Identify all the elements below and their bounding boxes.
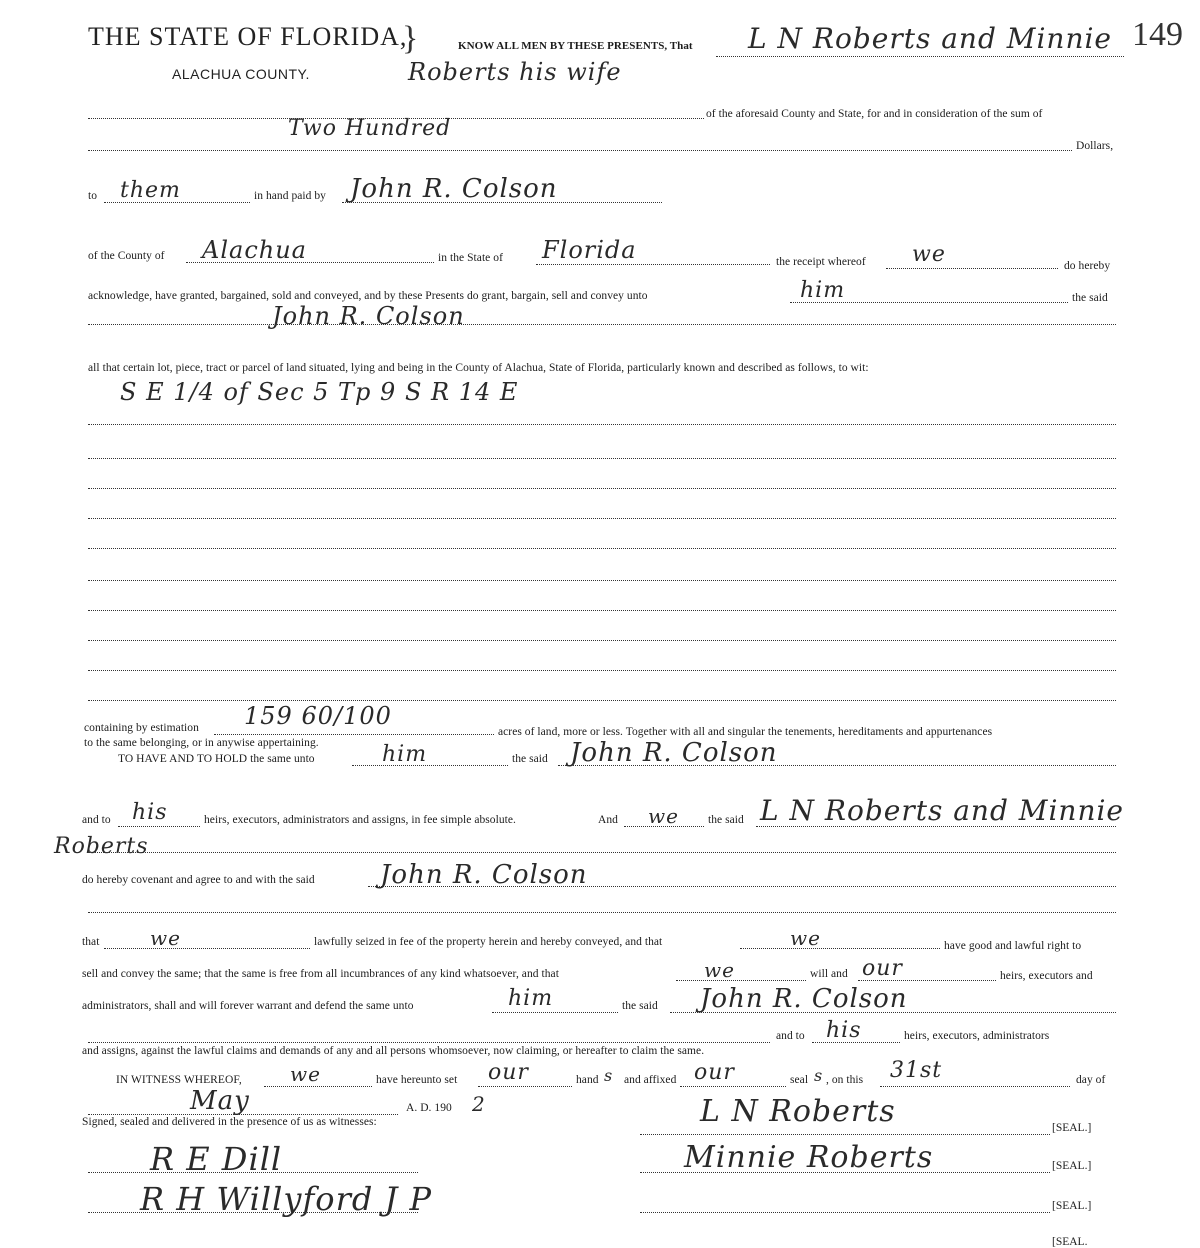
blank-line (740, 948, 940, 949)
blank-line (88, 1042, 770, 1043)
and-to-handwriting: his (132, 800, 168, 825)
sell-convey-text: sell and convey the same; that the same is free from all incumbrances of any kind whatsoever, and that (82, 968, 559, 980)
to-text: to (88, 190, 98, 202)
receipt-whereof-text: the receipt whereof (776, 256, 866, 268)
and-to-his-handwriting: his (826, 1018, 862, 1043)
said-grantee-handwriting: John R. Colson (570, 738, 778, 768)
blank-line (88, 458, 1116, 459)
administrators-text: administrators, shall and will forever warrant and defend the same unto (82, 1000, 414, 1012)
that-we-handwriting: we (150, 926, 181, 950)
acres-handwriting: 159 60/100 (244, 702, 392, 730)
blank-line (88, 518, 1116, 519)
have-hereunto-text: have hereunto set (376, 1074, 458, 1086)
heirs-exec-admin-text: heirs, executors, administrators (904, 1030, 1050, 1042)
blank-line (118, 826, 200, 827)
seal-text: seal (790, 1074, 809, 1086)
blank-line (88, 640, 1116, 641)
blank-line (88, 610, 1116, 611)
said-grantors-handwriting: L N Roberts and Minnie (760, 794, 1125, 827)
and-to-2-text: and to (776, 1030, 805, 1042)
grantors-handwriting: L N Roberts and Minnie (748, 22, 1113, 55)
hand-text: hand (576, 1074, 599, 1086)
lawfully-text: lawfully seized in fee of the property herein and hereby conveyed, and that (314, 936, 663, 948)
covenant-text: do hereby covenant and agree to and with the said (82, 874, 315, 886)
day-handwriting: 31st (890, 1058, 943, 1083)
heirs-exec-text: heirs, executors and (1000, 970, 1093, 982)
and-that-we-handwriting: we (790, 926, 821, 950)
blank-line (716, 56, 1124, 57)
the-said-2-text: the said (512, 753, 548, 765)
blank-line (478, 1086, 572, 1087)
month-handwriting: May (190, 1086, 250, 1116)
receipt-whereof-handwriting: we (912, 242, 946, 267)
witness-signature-2: R H Willyford J P (140, 1180, 433, 1218)
seal-label-2: [SEAL.] (1052, 1160, 1092, 1172)
blank-line (680, 1086, 786, 1087)
blank-line (676, 980, 806, 981)
page-number: 149 (1132, 16, 1183, 53)
to-have-text: TO HAVE AND TO HOLD the same unto (118, 753, 315, 765)
seal-plural-handwriting: s (814, 1066, 824, 1085)
blank-line (88, 580, 1116, 581)
and-assigns-text: and assigns, against the lawful claims and demands of any and all persons whomsoever, now claiming, or hereafter to claim the same. (82, 1045, 705, 1057)
said-grantors-cont-handwriting: Roberts (54, 834, 149, 859)
grantors-cont-handwriting: Roberts his wife (408, 58, 622, 86)
in-hand-paid-text: in hand paid by (254, 190, 326, 202)
convey-unto-handwriting: him (800, 278, 846, 303)
blank-line (640, 1134, 1050, 1135)
seal-label-4: [SEAL. (1052, 1236, 1088, 1248)
signature-2: Minnie Roberts (684, 1140, 934, 1175)
anno-domini-text: A. D. 190 (406, 1102, 452, 1114)
state-of-text: in the State of (438, 252, 503, 264)
to-same-text: to the same belonging, or in anywise appertaining. (84, 737, 319, 749)
state-handwriting: Florida (542, 236, 637, 264)
that-text: that (82, 936, 100, 948)
blank-line (88, 670, 1116, 671)
witness-signature-1: R E Dill (150, 1140, 283, 1178)
blank-line (88, 912, 1116, 913)
amount-handwriting: Two Hundred (288, 116, 452, 141)
the-said-3-text: the said (708, 814, 744, 826)
and-text: And (598, 814, 618, 826)
blank-line (88, 488, 1116, 489)
hand-plural-handwriting: s (604, 1066, 614, 1085)
grantee-handwriting: John R. Colson (272, 302, 465, 330)
on-this-text: , on this (826, 1074, 864, 1086)
acknowledge-text: acknowledge, have granted, bargained, sold and conveyed, and by these Presents do grant, bargain, sell and convey unto (88, 290, 648, 302)
signature-1: L N Roberts (700, 1094, 896, 1129)
state-title: THE STATE OF FLORIDA, (88, 22, 408, 51)
blank-line (352, 765, 508, 766)
covenant-with-handwriting: John R. Colson (380, 860, 588, 890)
affixed-handwriting: our (694, 1060, 735, 1085)
land-description-handwriting: S E 1/4 of Sec 5 Tp 9 S R 14 E (120, 378, 519, 406)
blank-line (880, 1086, 1070, 1087)
do-hereby-text: do hereby (1064, 260, 1111, 272)
county-handwriting: Alachua (202, 236, 307, 264)
and-affixed-text: and affixed (624, 1074, 677, 1086)
seal-label-3: [SEAL.] (1052, 1200, 1092, 1212)
to-whom-handwriting: them (120, 178, 181, 203)
blank-line (640, 1212, 1050, 1213)
paid-by-handwriting: John R. Colson (350, 174, 558, 204)
and-we-handwriting: we (648, 804, 679, 828)
hereunto-set-handwriting: our (488, 1060, 529, 1085)
blank-line (492, 1012, 618, 1013)
blank-line (536, 264, 770, 265)
will-and-text: will and (810, 968, 848, 980)
blank-line (264, 1086, 372, 1087)
containing-text: containing by estimation (84, 722, 199, 734)
county-of-text: of the County of (88, 250, 165, 262)
year-digit-handwriting: 2 (472, 1092, 486, 1116)
all-that-text: all that certain lot, piece, tract or parcel of land situated, lying and being in the County of Alachua, State of Florida, particularly known and described as follows, to wit: (88, 362, 869, 374)
blank-line (88, 324, 1116, 325)
blank-line (88, 424, 1116, 425)
county-title: ALACHUA COUNTY. (172, 66, 310, 82)
acres-text: acres of land, more or less. Together with all and singular the tenements, hereditaments and appurtenances (498, 726, 993, 738)
blank-line (88, 700, 1116, 701)
have-good-text: have good and lawful right to (944, 940, 1082, 952)
blank-line (88, 150, 1072, 151)
heirs-fee-text: heirs, executors, administrators and assigns, in fee simple absolute. (204, 814, 516, 826)
dollars-text: Dollars, (1076, 140, 1114, 152)
the-said-4-text: the said (622, 1000, 658, 1012)
defend-said-handwriting: John R. Colson (700, 984, 908, 1014)
have-hold-unto-handwriting: him (382, 742, 428, 767)
signed-text: Signed, sealed and delivered in the presence of us as witnesses: (82, 1116, 377, 1128)
in-witness-text: IN WITNESS WHEREOF, (116, 1074, 242, 1086)
header-brace: } (402, 20, 419, 57)
and-to-text: and to (82, 814, 111, 826)
know-all-text: KNOW ALL MEN BY THESE PRESENTS, That (458, 40, 693, 52)
defend-unto-handwriting: him (508, 986, 554, 1011)
and-that-we-2-handwriting: we (704, 958, 735, 982)
will-and-our-handwriting: our (862, 956, 903, 981)
blank-line (88, 1212, 418, 1213)
blank-line (88, 1172, 418, 1173)
blank-line (88, 852, 1116, 853)
blank-line (886, 268, 1058, 269)
blank-line (214, 734, 494, 735)
blank-line (104, 948, 310, 949)
day-of-text: day of (1076, 1074, 1106, 1086)
blank-line (88, 548, 1116, 549)
blank-line (640, 1172, 1050, 1173)
aforesaid-text: of the aforesaid County and State, for and in consideration of the sum of (706, 108, 1043, 120)
the-said-text: the said (1072, 292, 1108, 304)
seal-label-1: [SEAL.] (1052, 1122, 1092, 1134)
witness-we-handwriting: we (290, 1062, 321, 1086)
